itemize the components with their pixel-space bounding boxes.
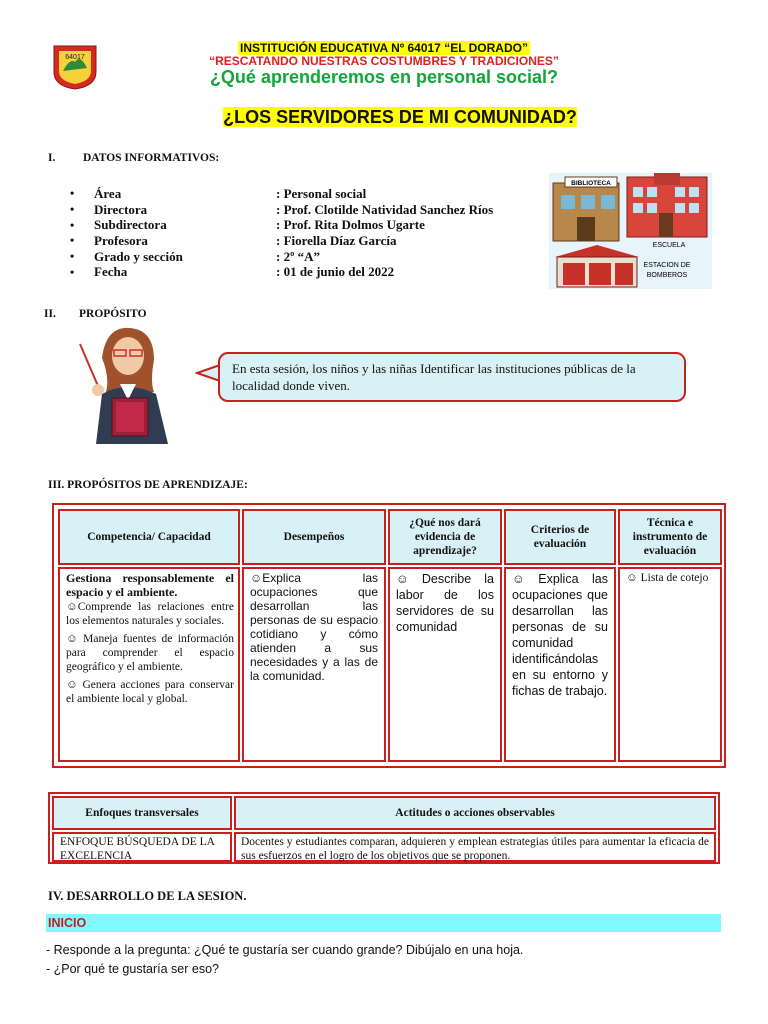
competence-cell	[58, 567, 240, 762]
evidence-cell: ☺ Describe la labor de los servidores de su comunidad	[388, 567, 502, 762]
criteria-cell: ☺ Explica las ocupaciones que desarrollan las personas de su comunidad identificándolas en su entorno y fichas de trabajo.	[504, 567, 616, 762]
fire-station-label-1: ESTACION DE	[643, 262, 691, 269]
header-enfoques: Enfoques transversales	[52, 796, 232, 830]
logo-text: 64017	[65, 54, 85, 61]
header-competencia: Competencia/ Capacidad	[58, 509, 240, 565]
school-label: ESCUELA	[652, 242, 686, 249]
info-row-subdirectora: • Subdirectora : Prof. Rita Dolmos Ugarte	[70, 217, 425, 233]
info-list	[70, 186, 493, 280]
institution-name: INSTITUCIÓN EDUCATIVA Nº 64017 “EL DORADO”	[240, 41, 528, 55]
performance-cell: ☺Explica las ocupaciones que desarrollan las personas de su espacio cotidiano y cómo atienden a sus necesidades y a las de la comunidad.	[242, 567, 386, 762]
purpose-bubble	[218, 352, 686, 402]
instrument-cell: ☺ Lista de cotejo	[618, 567, 722, 762]
section-1-number: I.	[48, 152, 56, 164]
purpose-text: En esta sesión, los niños y las niñas Identificar las instituciones públicas de la localidad donde viven.	[232, 361, 636, 393]
info-row-fecha: • Fecha : 01 de junio del 2022	[70, 264, 395, 280]
question-item-1: - Responde a la pregunta: ¿Qué te gustaría ser cuando grande? Dibújalo en una hoja.	[46, 943, 524, 957]
session-question: ¿Qué aprenderemos en personal social?	[209, 67, 559, 87]
capacity-item: ☺ Maneja fuentes de información para comprender el espacio geográfico y el ambiente.	[66, 633, 234, 673]
section-2-number: II.	[44, 308, 56, 320]
competence-title: Gestiona responsablemente el espacio y el ambiente.	[66, 571, 234, 599]
header-evidencia: ¿Qué nos dará evidencia de aprendizaje?	[388, 509, 502, 565]
header-criterios: Criterios de evaluación	[504, 509, 616, 565]
inicio-band: INICIO	[46, 914, 721, 932]
community-buildings-illustration	[549, 173, 712, 289]
header-tecnica: Técnica e instrumento de evaluación	[618, 509, 722, 565]
school-motto: “RESCATANDO NUESTRAS COSTUMBRES Y TRADICIONES”	[209, 54, 559, 68]
approach-cell: ENFOQUE BÚSQUEDA DE LA EXCELENCIA	[52, 832, 232, 862]
capacity-item: ☺ Genera acciones para conservar el ambiente local y global.	[66, 679, 234, 705]
info-row-area: • Área : Personal social	[70, 185, 367, 201]
header-actitudes: Actitudes o acciones observables	[234, 796, 716, 830]
learning-purposes-table	[52, 503, 726, 768]
section-1-title: DATOS INFORMATIVOS:	[83, 152, 220, 164]
actions-cell: Docentes y estudiantes comparan, adquieren y emplean estrategias útiles para aumentar la eficacia de sus esfuerzos en el logro de los objetivos que se proponen.	[234, 832, 716, 862]
header-desempenos: Desempeños	[242, 509, 386, 565]
transversal-approaches-table	[48, 792, 720, 864]
info-row-directora: • Directora : Prof. Clotilde Natividad Sanchez Ríos	[70, 201, 494, 217]
section-3-title: III. PROPÓSITOS DE APRENDIZAJE:	[48, 479, 248, 491]
section-2-title: PROPÓSITO	[79, 308, 147, 320]
session-title: ¿LOS SERVIDORES DE MI COMUNIDAD?	[223, 107, 577, 127]
question-item-2: - ¿Por qué te gustaría ser eso?	[46, 962, 220, 976]
info-row-grado: • Grado y sección : 2º “A”	[70, 248, 321, 264]
fire-station-label-2: BOMBEROS	[646, 272, 688, 279]
capacity-item: ☺Comprende las relaciones entre los elementos naturales y sociales.	[66, 601, 234, 627]
info-row-profesora: • Profesora : Fiorella Díaz García	[70, 232, 397, 248]
library-label: BIBLIOTECA	[571, 180, 611, 187]
section-4-title: IV. DESARROLLO DE LA SESION.	[48, 889, 247, 903]
teacher-illustration	[76, 322, 180, 444]
